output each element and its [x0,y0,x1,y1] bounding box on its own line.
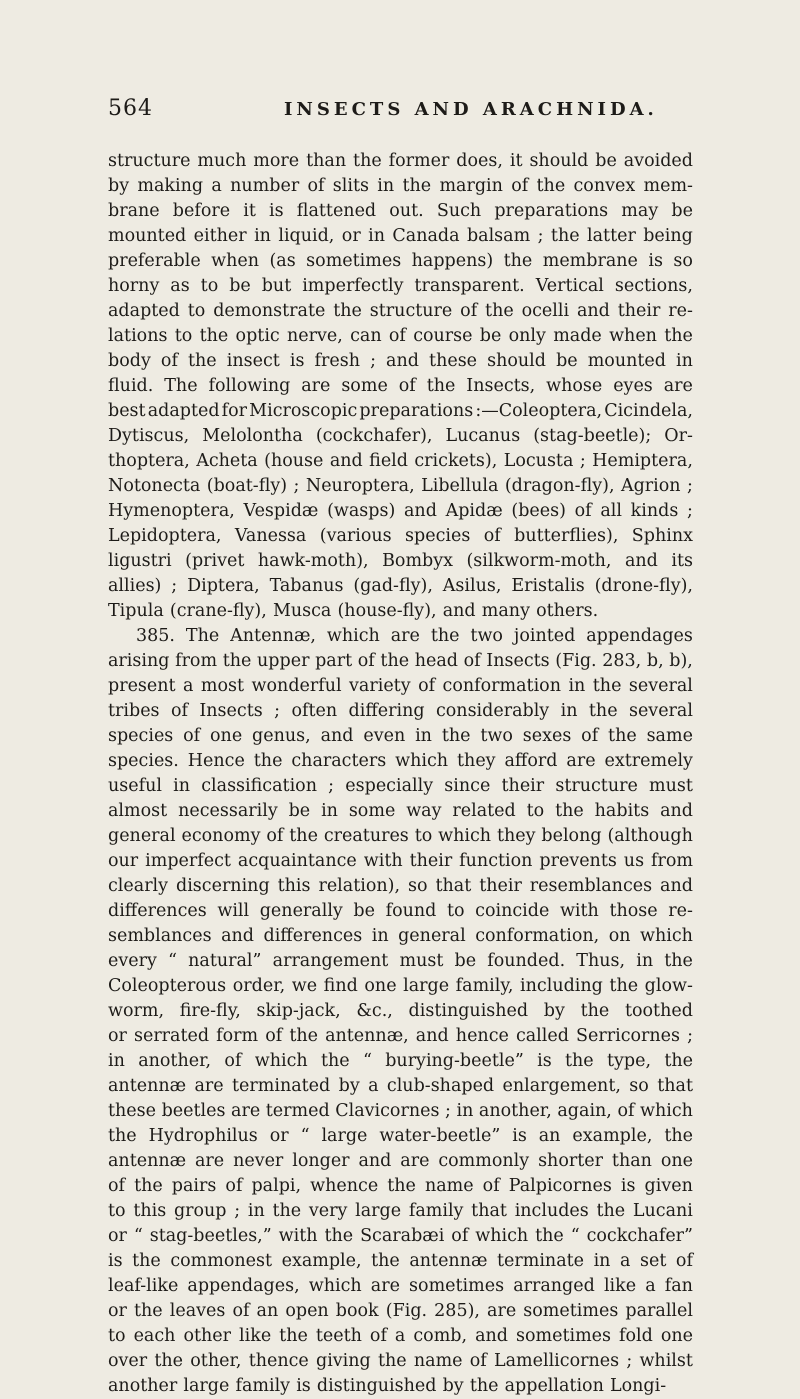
text-line: preferable when (as sometimes happens) the membrane is so [108,251,693,271]
text-line: or “ stag-beetles,” with the Scarabæi of which the “ cockchafer” [108,1226,693,1246]
text-line: lations to the optic nerve, can of course be only made when the [108,326,693,346]
text-line: general economy of the creatures to which they belong (although [108,826,693,846]
text-line: thoptera, Acheta (house and field crickets), Locusta ; Hemiptera, [108,451,693,471]
text-line: fluid. The following are some of the Insects, whose eyes are [108,376,693,396]
text-line: worm, fire-fly, skip-jack, &c., distinguished by the toothed [108,1001,693,1021]
text-line: semblances and differences in general conformation, on which [108,926,693,946]
text-line: species of one genus, and even in the two sexes of the same [108,726,693,746]
text-line: clearly discerning this relation), so that their resemblances and [108,876,693,896]
text-line: is the commonest example, the antennæ terminate in a set of [108,1251,693,1271]
text-line: useful in classification ; especially since their structure must [108,776,693,796]
text-line: 385. The Antennæ, which are the two jointed appendages [136,626,693,646]
text-line: allies) ; Diptera, Tabanus (gad-fly), Asilus, Eristalis (drone-fly), [108,576,693,596]
text-line: Coleopterous order, we find one large family, including the glow- [108,976,693,996]
text-line: ligustri (privet hawk-moth), Bombyx (silkworm-moth, and its [108,551,693,571]
text-line: arising from the upper part of the head of Insects (Fig. 283, b, b), [108,651,693,671]
text-line: to this group ; in the very large family that includes the Lucani [108,1201,693,1221]
text-line: Hymenoptera, Vespidæ (wasps) and Apidæ (bees) of all kinds ; [108,501,693,521]
text-line: Tipula (crane-fly), Musca (house-fly), and many others. [108,601,599,621]
text-line: antennæ are never longer and are commonly shorter than one [108,1151,693,1171]
text-line: almost necessarily be in some way related to the habits and [108,801,693,821]
text-line: horny as to be but imperfectly transparent. Vertical sections, [108,276,693,296]
text-line: Dytiscus, Melolontha (cockchafer), Lucanus (stag-beetle); Or- [108,426,693,446]
text-line: antennæ are terminated by a club-shaped enlargement, so that [108,1076,693,1096]
running-title: INSECTS AND ARACHNIDA. [284,99,658,120]
text-line: these beetles are termed Clavicornes ; in another, again, of which [108,1101,693,1121]
running-head [108,90,688,130]
text-line: best adapted for Microscopic preparations :—Coleoptera, Cicindela, [108,401,693,421]
text-line: species. Hence the characters which they afford are extremely [108,751,693,771]
text-line: to each other like the teeth of a comb, and sometimes fold one [108,1326,693,1346]
text-line: every “ natural” arrangement must be founded. Thus, in the [108,951,693,971]
text-line: of the pairs of palpi, whence the name of Palpicornes is given [108,1176,693,1196]
text-line: by making a number of slits in the margin of the convex mem- [108,176,693,196]
text-line: another large family is distinguished by the appellation Longi- [108,1376,667,1396]
page-number: 564 [108,96,153,121]
text-line: or the leaves of an open book (Fig. 285), are sometimes parallel [108,1301,693,1321]
text-line: structure much more than the former does, it should be avoided [108,151,693,171]
text-line: over the other, thence giving the name of Lamellicornes ; whilst [108,1351,693,1371]
text-line: or serrated form of the antennæ, and hence called Serricornes ; [108,1026,693,1046]
text-line: Notonecta (boat-fly) ; Neuroptera, Libellula (dragon-fly), Agrion ; [108,476,693,496]
text-line: brane before it is flattened out. Such preparations may be [108,201,693,221]
body-text [108,149,693,1399]
text-line: tribes of Insects ; often differing considerably in the several [108,701,693,721]
text-line: our imperfect acquaintance with their function prevents us from [108,851,693,871]
text-line: body of the insect is fresh ; and these should be mounted in [108,351,693,371]
text-line: in another, of which the “ burying-beetle” is the type, the [108,1051,693,1071]
text-line: adapted to demonstrate the structure of the ocelli and their re- [108,301,693,321]
text-line: Lepidoptera, Vanessa (various species of butterflies), Sphinx [108,526,693,546]
text-line: mounted either in liquid, or in Canada balsam ; the latter being [108,226,693,246]
text-line: differences will generally be found to coincide with those re- [108,901,693,921]
text-line: leaf-like appendages, which are sometimes arranged like a fan [108,1276,693,1296]
text-line: the Hydrophilus or “ large water-beetle” is an example, the [108,1126,693,1146]
text-line: present a most wonderful variety of conformation in the several [108,676,693,696]
